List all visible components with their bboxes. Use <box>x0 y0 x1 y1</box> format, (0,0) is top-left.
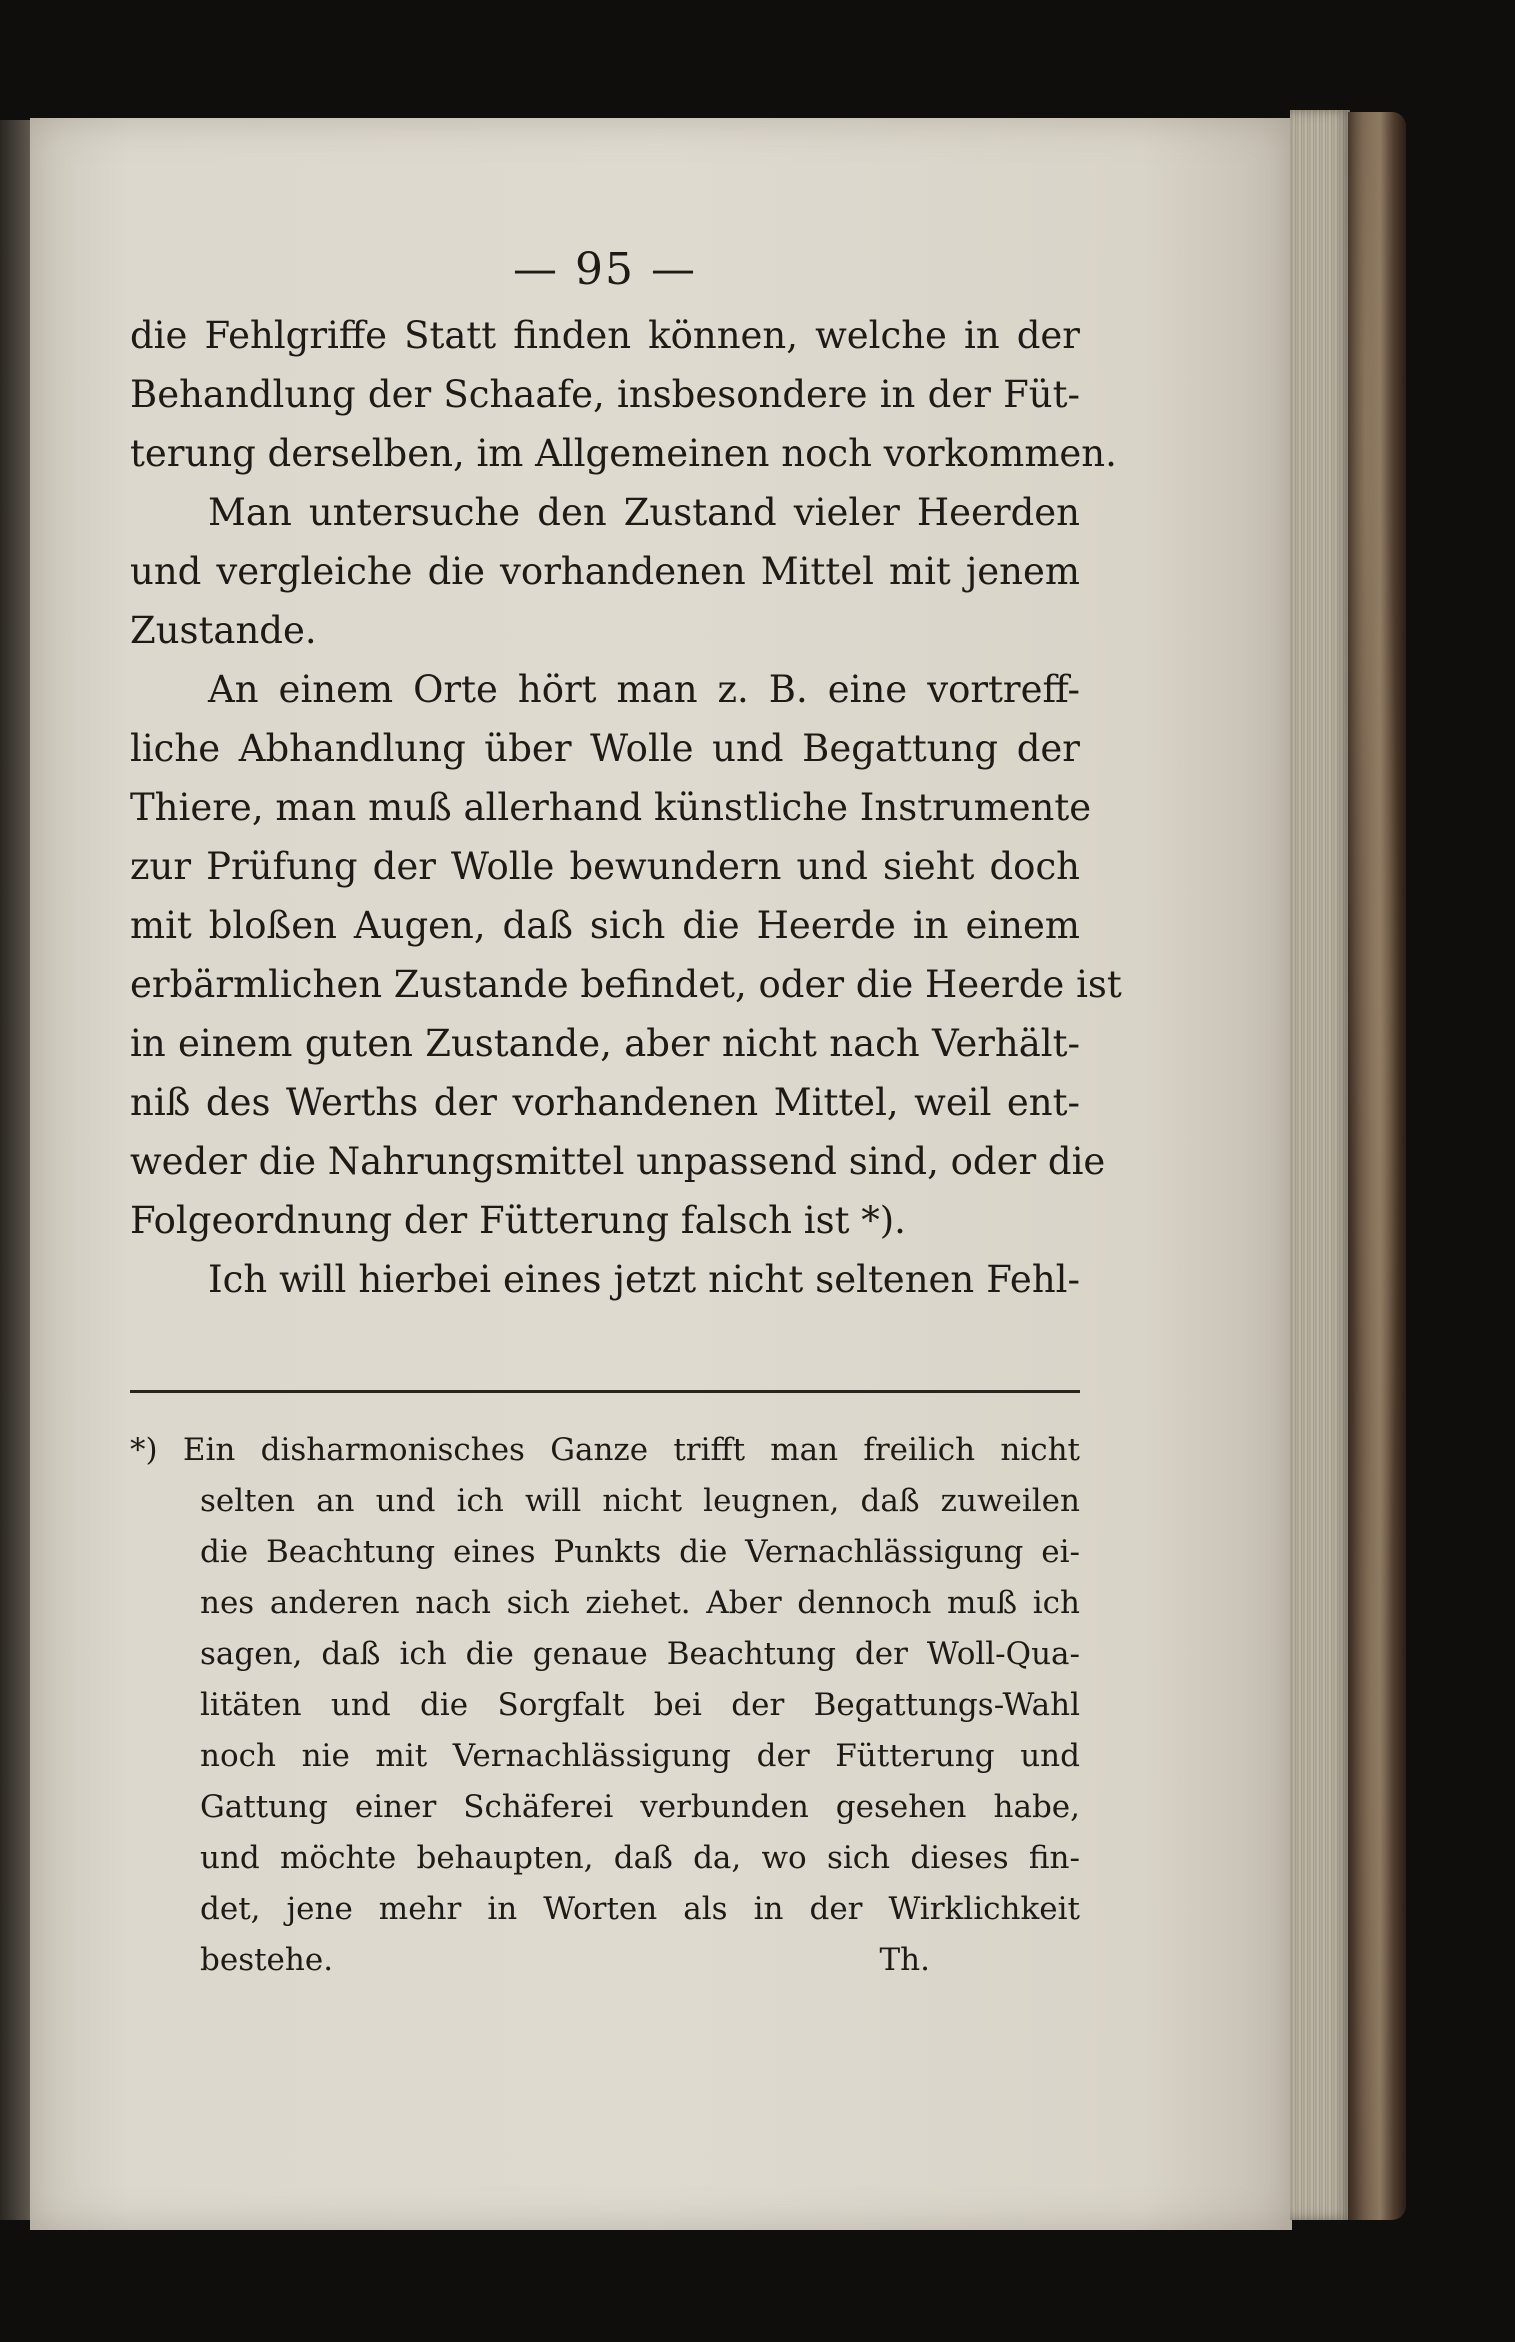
body-line: die Fehlgriffe Statt finden können, welche in der <box>130 314 1080 357</box>
body-line: Thiere, man muß allerhand künstliche Instrumente <box>130 786 1092 829</box>
footnote-line: sagen, daß ich die genaue Beachtung der Woll-Qua- <box>200 1636 1080 1672</box>
page-number-header: — 95 — <box>513 244 697 295</box>
body-line: erbärmlichen Zustande befindet, oder die Heerde ist <box>130 963 1122 1006</box>
body-line: Folgeordnung der Fütterung falsch ist *). <box>130 1199 906 1242</box>
body-line: niß des Werths der vorhandenen Mittel, weil ent- <box>130 1081 1080 1124</box>
body-line: Behandlung der Schaafe, insbesondere in der Füt- <box>130 373 1080 416</box>
footnote-line: det, jene mehr in Worten als in der Wirklichkeit <box>200 1891 1080 1927</box>
body-line: und vergleiche die vorhandenen Mittel mit jenem <box>130 550 1080 593</box>
body-line: liche Abhandlung über Wolle und Begattung der <box>130 727 1080 770</box>
body-line: Man untersuche den Zustand vieler Heerden <box>208 491 1080 534</box>
body-line: An einem Orte hört man z. B. eine vortreff- <box>208 668 1080 711</box>
footnote <box>130 1425 1080 1986</box>
footnote-line: nes anderen nach sich ziehet. Aber dennoch muß ich <box>200 1585 1080 1621</box>
footnote-closing <box>130 1935 1080 1986</box>
footnote-line: noch nie mit Vernachlässigung der Fütterung und <box>200 1738 1080 1774</box>
body-line: Zustande. <box>130 609 317 652</box>
footnote-rule <box>130 1390 1080 1393</box>
body-line: zur Prüfung der Wolle bewundern und sieht doch <box>130 845 1080 888</box>
footnote-line: die Beachtung eines Punkts die Vernachlässigung ei- <box>200 1534 1080 1570</box>
page-edges <box>1290 110 1350 2220</box>
footnote-last-word: bestehe. <box>200 1942 334 1978</box>
page-text <box>130 240 1122 1309</box>
body-line: Ich will hierbei eines jetzt nicht seltenen Fehl- <box>208 1258 1080 1301</box>
footnote-line: selten an und ich will nicht leugnen, daß zuweilen <box>200 1483 1080 1519</box>
body-line: terung derselben, im Allgemeinen noch vorkommen. <box>130 432 1117 475</box>
footnote-line: *) Ein disharmonisches Ganze trifft man freilich nicht <box>130 1432 1080 1468</box>
footnote-line: litäten und die Sorgfalt bei der Begattungs-Wahl <box>200 1687 1080 1723</box>
footnote-signature: Th. <box>879 1942 930 1978</box>
body-line: in einem guten Zustande, aber nicht nach Verhält- <box>130 1022 1080 1065</box>
body-line: mit bloßen Augen, daß sich die Heerde in einem <box>130 904 1080 947</box>
body-line: weder die Nahrungsmittel unpassend sind, oder die <box>130 1140 1106 1183</box>
footnote-line: und möchte behaupten, daß da, wo sich dieses fin- <box>200 1840 1080 1876</box>
footnote-line: Gattung einer Schäferei verbunden gesehen habe, <box>200 1789 1080 1825</box>
book-cover <box>1348 112 1406 2220</box>
